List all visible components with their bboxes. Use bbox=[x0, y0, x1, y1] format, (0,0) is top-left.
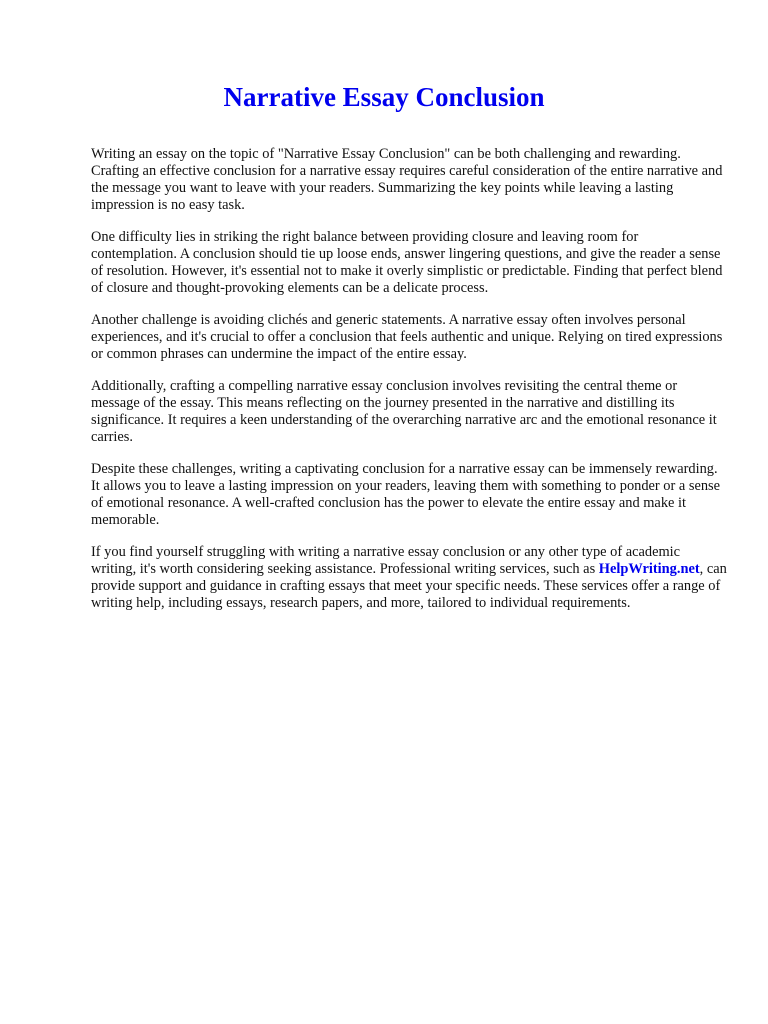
essay-body bbox=[91, 146, 727, 627]
paragraph-1: Writing an essay on the topic of "Narrative Essay Conclusion" can be both challenging and rewarding. Crafting an effective conclusion for a narrative essay requires careful consideration of the entire narrative and the message you want to leave with your readers. Summarizing the key points while leaving a lasting impression is no easy task. bbox=[91, 146, 723, 213]
paragraph-6 bbox=[91, 544, 727, 612]
paragraph-6-text-after-link: , can provide support and guidance in crafting essays that meet your specific needs. These services offer a range of writing help, including essays, research papers, and more, tailored to individual requirements. bbox=[91, 561, 727, 611]
helpwriting-link[interactable]: HelpWriting.net bbox=[598, 561, 700, 577]
paragraph-6-text-before-link: If you find yourself struggling with writing a narrative essay conclusion or any other type of academic writing, it's worth considering seeking assistance. Professional writing services, such as bbox=[91, 544, 681, 577]
paragraph-5: Despite these challenges, writing a captivating conclusion for a narrative essay can be immensely rewarding. It allows you to leave a lasting impression on your readers, leaving them with something to ponder or a sense of emotional resonance. A well-crafted conclusion has the power to elevate the entire essay and make it memorable. bbox=[91, 461, 721, 528]
paragraph-2: One difficulty lies in striking the right balance between providing closure and leaving room for contemplation. A conclusion should tie up loose ends, answer lingering questions, and give the reader a sense of resolution. However, it's essential not to make it overly simplistic or predictable. Finding that perfect blend of closure and thought-provoking elements can be a delicate process. bbox=[91, 229, 723, 296]
paragraph-4: Additionally, crafting a compelling narrative essay conclusion involves revisiting the central theme or message of the essay. This means reflecting on the journey presented in the narrative and distilling its significance. It requires a keen understanding of the overarching narrative arc and the emotional resonance it carries. bbox=[91, 378, 717, 445]
paragraph-3: Another challenge is avoiding clichés and generic statements. A narrative essay often involves personal experiences, and it's crucial to offer a conclusion that feels authentic and unique. Relying on tired expressions or common phrases can undermine the impact of the entire essay. bbox=[91, 312, 723, 362]
page-title: Narrative Essay Conclusion bbox=[223, 82, 545, 112]
